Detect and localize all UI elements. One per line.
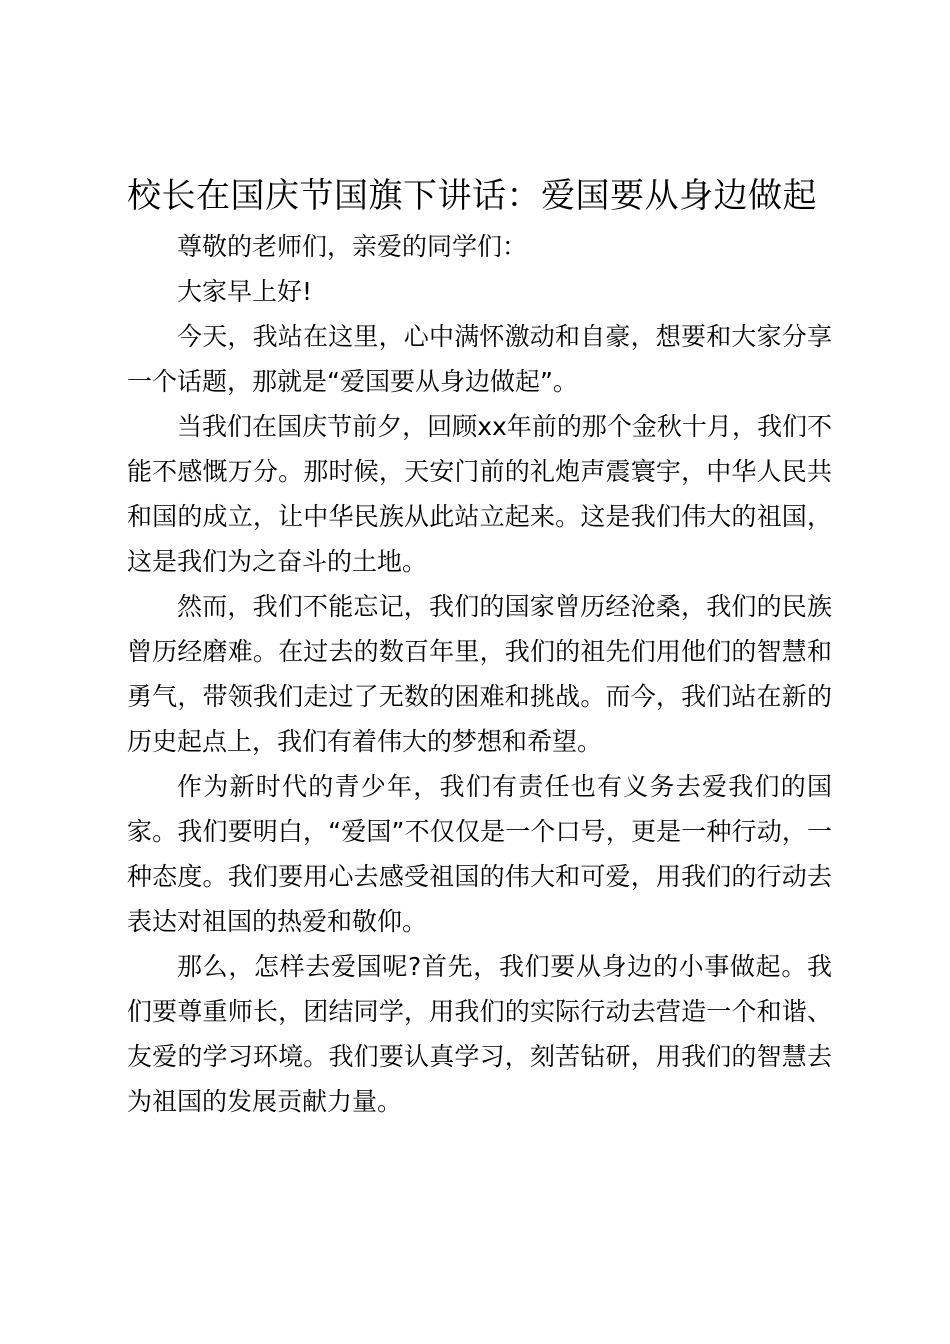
paragraph-responsibility: 作为新时代的青少年，我们有责任也有义务去爱我们的国家。我们要明白，“爱国”不仅仅是一个口号，更是一种行动，一种态度。我们要用心去感受祖国的伟大和可爱，用我们的行动去表达对祖国的热爱和敬仰。 — [127, 772, 832, 936]
paragraph-salutation: 尊敬的老师们，亲爱的同学们： — [177, 232, 528, 261]
document-body — [127, 224, 832, 1124]
paragraph-history: 当我们在国庆节前夕，回顾xx年前的那个金秋十月，我们不能不感慨万分。那时候，天安门前的礼炮声震寰宇，中华人民共和国的成立，让中华民族从此站立起来。这是我们伟大的祖国，这是我们为之奋斗的土地。 — [127, 412, 832, 576]
paragraph-hardship: 然而，我们不能忘记，我们的国家曾历经沧桑，我们的民族曾历经磨难。在过去的数百年里，我们的祖先们用他们的智慧和勇气，带领我们走过了无数的困难和挑战。而今，我们站在新的历史起点上，我们有着伟大的梦想和希望。 — [127, 592, 832, 756]
paragraph-action: 那么，怎样去爱国呢?首先，我们要从身边的小事做起。我们要尊重师长，团结同学，用我们的实际行动去营造一个和谐、友爱的学习环境。我们要认真学习，刻苦钻研，用我们的智慧去为祖国的发展贡献力量。 — [127, 952, 832, 1116]
document-title: 校长在国庆节国旗下讲话：爱国要从身边做起 — [127, 176, 817, 216]
paragraph-intro: 今天，我站在这里，心中满怀激动和自豪，想要和大家分享一个话题，那就是“爱国要从身边做起”。 — [127, 322, 832, 396]
paragraph-greeting: 大家早上好! — [177, 277, 313, 306]
